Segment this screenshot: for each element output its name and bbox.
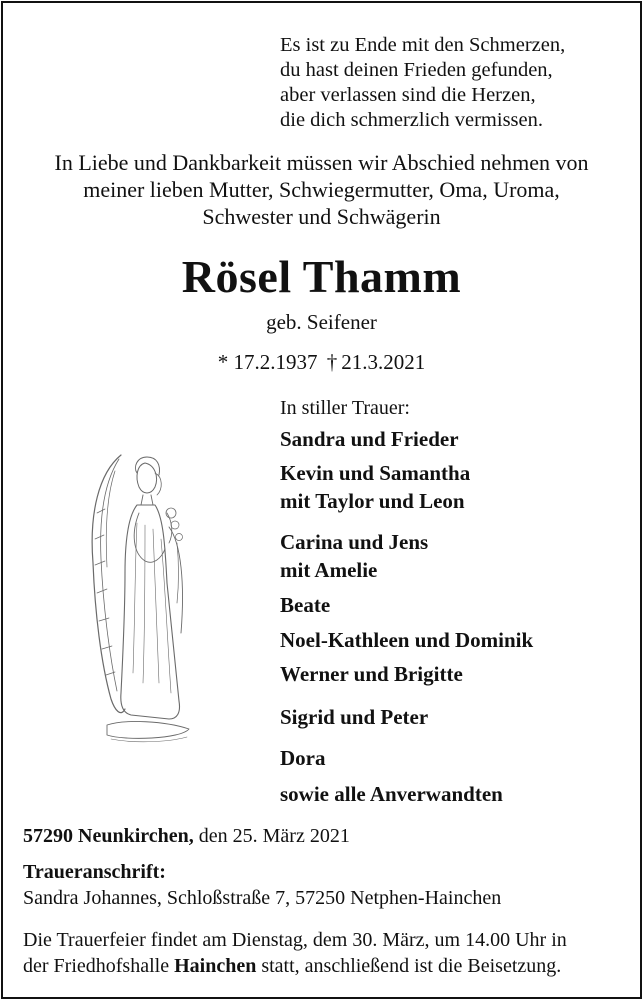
mourner-line: mit Taylor und Leon	[280, 489, 465, 513]
maiden-name: geb. Seifener	[266, 310, 377, 334]
mourner-line: Sigrid und Peter	[280, 705, 429, 729]
mourner-line: sowie alle Anverwandten	[280, 782, 503, 806]
funeral-line-1: Die Trauerfeier findet am Dienstag, dem 30. März, um 14.00 Uhr in	[23, 929, 567, 951]
mourner-line: Dora	[280, 746, 326, 770]
poem-line: du hast deinen Frieden gefunden,	[280, 59, 553, 81]
deceased-name: Rösel Thamm	[181, 251, 462, 302]
poem-line: Es ist zu Ende mit den Schmerzen,	[280, 34, 566, 56]
mourner-line: Noel-Kathleen und Dominik	[280, 628, 534, 652]
funeral-location: Hainchen	[174, 955, 257, 977]
mourner-line: mit Amelie	[280, 558, 378, 582]
mourner-line: Sandra und Frieder	[280, 427, 459, 451]
date: den 25. März 2021	[198, 825, 350, 847]
funeral-notice	[23, 927, 567, 979]
mourning-label: In stiller Trauer:	[280, 397, 410, 419]
address-line: Sandra Johannes, Schloßstraße 7, 57250 Netphen-Hainchen	[23, 887, 502, 909]
mourner-line: Kevin und Samantha	[280, 461, 471, 485]
poem-line: aber verlassen sind die Herzen,	[280, 84, 536, 106]
funeral-line-suffix: statt, anschließend ist die Beisetzung.	[261, 955, 562, 977]
poem-line: die dich schmerzlich vermissen.	[280, 109, 543, 131]
place: 57290 Neunkirchen,	[23, 825, 194, 847]
mourner-line: Werner und Brigitte	[280, 662, 463, 686]
death-date: 21.3.2021	[341, 350, 426, 374]
funeral-line-2	[23, 953, 567, 979]
address-heading: Traueranschrift:	[23, 861, 166, 883]
birth-date: * 17.2.1937	[217, 350, 318, 374]
mourner-line: Beate	[280, 593, 331, 617]
mourner-line: Carina und Jens	[280, 530, 429, 554]
life-dates	[3, 349, 640, 375]
intro-text	[3, 149, 640, 230]
intro-line: Schwester und Schwägerin	[202, 204, 441, 229]
cross-icon: †	[326, 350, 338, 374]
intro-line: meiner lieben Mutter, Schwiegermutter, Oma, Uroma,	[83, 177, 560, 202]
poem	[280, 33, 565, 133]
obituary-card	[1, 1, 642, 999]
angel-illustration	[85, 443, 195, 755]
funeral-location-prefix: der Friedhofshalle	[23, 955, 170, 977]
intro-line: In Liebe und Dankbarkeit müssen wir Abschied nehmen von	[54, 150, 589, 175]
place-date	[23, 823, 350, 849]
